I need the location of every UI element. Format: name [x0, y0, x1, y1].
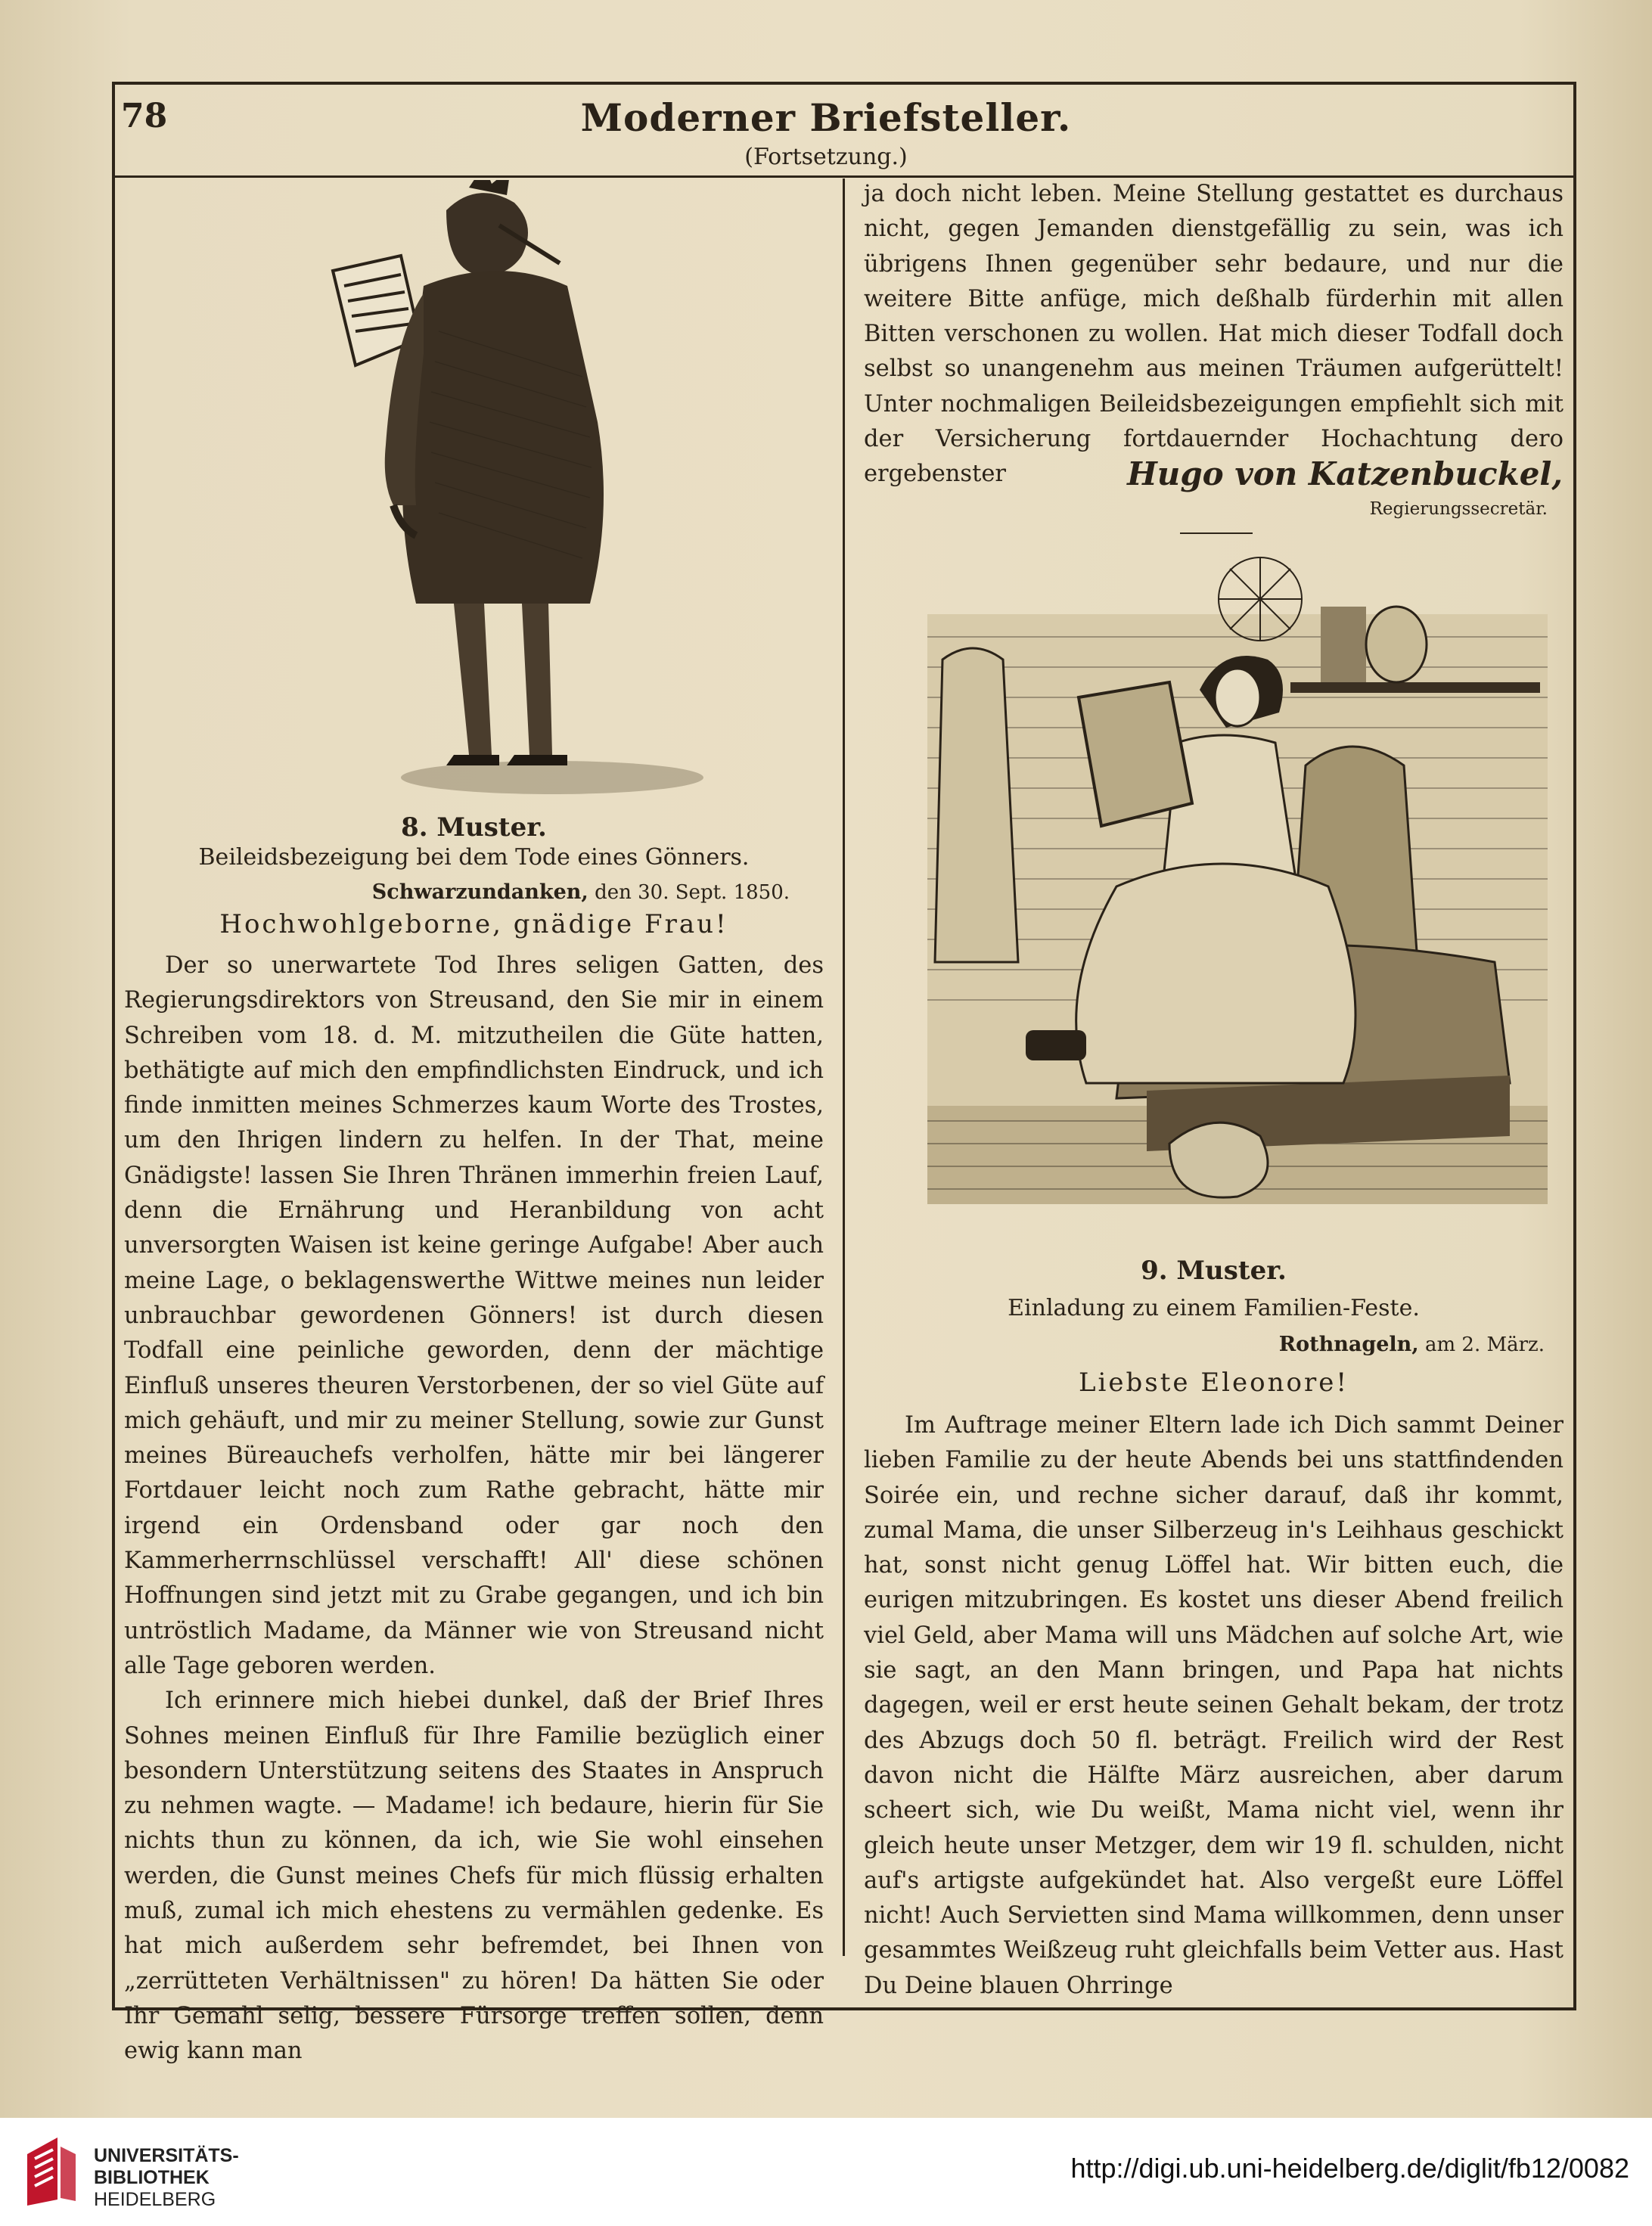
dateline-place-8: Schwarzundanken, — [371, 880, 588, 904]
caption-title-9: 9. Muster. — [1141, 1256, 1287, 1286]
university-library-logo-icon[interactable] — [20, 2131, 83, 2210]
letter8-paragraph-2: Ich erinnere mich hiebei dunkel, daß der Brief Ihres Sohnes meinen Einfluß für Ihre Familie bezüglich einer besondern Unterstützung seitens des Staates in Anspruch zu nehmen wagte. — Madame! ich bedaure, hierin für Sie nichts thun zu können, da ich, wie Sie wohl einsehen werden, die Gunst meines Chefs für mich flüssig erhalten muß, zumal ich mich ehestens zu vermählen gedenke. Es hat mich außerdem sehr befremdet, bei Ihnen von „zerrütteten Verhältnissen" zu hören! Da hätten Sie oder Ihr Gemahl selig, bessere Fürsorge treffen sollen, denn ewig kann man — [124, 1687, 824, 2065]
dateline-8 — [124, 880, 790, 904]
caption-sub-9: Einladung zu einem Familien-Feste. — [1008, 1295, 1420, 1321]
column-divider — [843, 179, 845, 1956]
letter9-paragraph-1: Im Auftrage meiner Eltern lade ich Dich sammt Deiner lieben Familie zu der heute Abends bei uns stattfindenden Soirée ein, und rechne sicher darauf, daß ihr kommt, zumal Mama, die unser Silberzeug in's Leihhaus geschickt hat, sonst nicht genug Löffel hat. Wir bitten euch, die eurigen mitzubringen. Es kostet uns dieser Abend freilich viel Geld, aber Mama will uns Mädchen auf solche Art, wie sie sagt, an den Mann bringen, und Papa hat nichts dagegen, weil er erst heute seinen Gehalt bekam, der trotz des Abzugs doch 50 fl. beträgt. Freilich wird der Rest davon nicht die Hälfte März ausreichen, aber darum scheert sich, wie Du weißt, Mama nicht viel, wenn ihr gleich heute unser Metzger, dem wir 19 fl. schulden, nicht auf's artigste aufgekündet hat. Also vergeßt eure Löffel nicht! Auch Servietten sind Mama willkommen, denn unser gesammtes Weißzeug ruht gleichfalls beim Vetter aus. Hast Du Deine blauen Ohrringe — [864, 1412, 1564, 1999]
dateline-place-9: Rothnageln, — [1278, 1333, 1419, 1356]
salutation-9: Liebste Eleonore! — [1078, 1368, 1349, 1398]
library-line-3: HEIDELBERG — [94, 2189, 216, 2210]
letter8-paragraph-1: Der so unerwartete Tod Ihres seligen Gatten, des Regierungsdirektors von Streusand, den Sie mir in einem Schreiben vom 18. d. M. mitzutheilen die Güte hatten, bethätigte auf mich den empfindlichsten Eindruck, und ich finde inmitten meines Schmerzes kaum Worte des Trostes, um den Ihrigen lindern zu helfen. In der That, meine Gnädigste! lassen Sie Ihren Thränen immerhin freien Lauf, denn die Ernährung und Heranbildung von acht unversorgten Waisen ist keine geringe Aufgabe! Aber auch meine Lage, o beklagenswerthe Wittwe meines nun leider unbrauchbar gewordenen Gönners! ist durch diesen Todfall eine peinliche geworden, denn der mächtige Einfluß unseres theuren Verstorbenen, der so viel Güte auf mich gehäuft, und mir zu meiner Stellung, sowie zur Gunst meines Büreauchefs verholfen, hätte mir bei längerer Fortdauer leicht noch zum Rathe gebracht, hätte mir irgend ein Ordensband oder gar noch den Kammerherrnschlüssel verschafft! All' diese schönen Hoffnungen sind jetzt mit zu Grabe gegangen, und ich bin untröstlich Madame, da Männer wie von Streusand nicht alle Tage geboren werden. — [124, 952, 824, 1679]
caption-sub-8: Beileidsbezeigung bei dem Tode eines Gönners. — [198, 844, 750, 871]
letter8-continuation: ja doch nicht leben. Meine Stellung gestattet es durchaus nicht, gegen Jemanden dienstgefällig zu sein, was ich übrigens Ihnen gegenüber sehr bedaure, und nur die weitere Bitte anfüge, mich deßhalb fürderhin mit allen Bitten verschonen zu wollen. Hat mich dieser Todfall doch selbst so unangenehm aus meinen Träumen aufgerüttelt! Unter nochmaligen Beileidsbezeigungen empfiehlt sich mit der Versicherung fortdauernder Hochachtung dero ergebenster — [864, 181, 1564, 488]
illustration-young-woman — [927, 546, 1548, 1242]
page-subtitle: (Fortsetzung.) — [744, 144, 908, 170]
separator-rule — [1180, 532, 1253, 534]
signature: Hugo von Katzenbuckel, — [1127, 455, 1563, 492]
caption-title-8: 8. Muster. — [401, 812, 547, 843]
left-column-text — [124, 948, 824, 2069]
page-title: Moderner Briefsteller. — [580, 95, 1072, 140]
library-line-2: BIBLIOTHEK — [94, 2167, 210, 2188]
right-column-top-text — [864, 177, 1564, 492]
document-url-link[interactable]: http://digi.ub.uni-heidelberg.de/diglit/fb12/0082 — [1070, 2153, 1629, 2184]
dateline-9 — [864, 1333, 1545, 1356]
dateline-date-8: den 30. Sept. 1850. — [595, 881, 790, 904]
library-line-1: UNIVERSITÄTS- — [94, 2145, 239, 2166]
illustration-gentleman — [287, 180, 787, 800]
library-name[interactable] — [94, 2145, 239, 2211]
dateline-date-9: am 2. März. — [1424, 1333, 1545, 1356]
page-number: 78 — [121, 97, 168, 135]
salutation-8: Hochwohlgeborne, gnädige Frau! — [219, 909, 728, 939]
viewer-footer — [0, 2118, 1652, 2226]
right-column-bottom-text — [864, 1408, 1564, 2004]
signature-title: Regierungssecretär. — [1369, 499, 1548, 519]
